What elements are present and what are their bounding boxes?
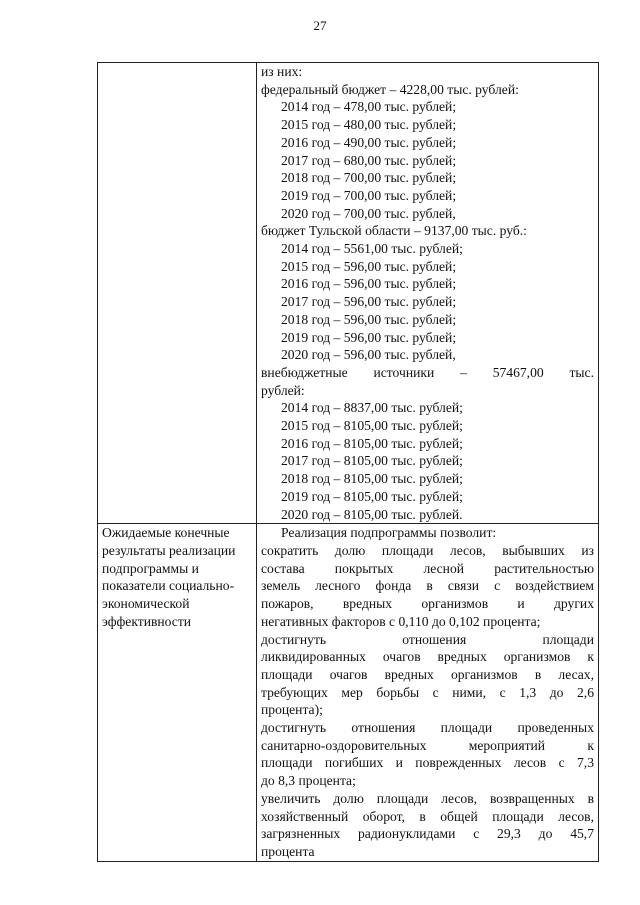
funding-cell xyxy=(257,63,599,524)
label-line: Ожидаемые конечные xyxy=(102,525,230,541)
label-line: показатели социально- xyxy=(102,578,235,594)
funding-line: 2019 год – 700,00 тыс. рублей; xyxy=(281,187,457,203)
funding-line: бюджет Тульской области – 9137,00 тыс. руб.: xyxy=(261,223,527,239)
funding-line: 2020 год – 8105,00 тыс. рублей. xyxy=(281,506,463,522)
funding-line: 2014 год – 5561,00 тыс. рублей; xyxy=(281,241,463,257)
result-line: негативных факторов с 0,110 до 0,102 процента; xyxy=(261,613,541,629)
result-line: площади очагов вредных организмов в лесах, xyxy=(261,666,594,682)
label-line: экономической xyxy=(102,596,190,612)
label-line: эффективности xyxy=(102,613,192,629)
funding-line: 2016 год – 596,00 тыс. рублей; xyxy=(281,276,457,292)
result-line: санитарно-оздоровительных мероприятий к xyxy=(261,737,594,753)
funding-line: 2015 год – 480,00 тыс. рублей; xyxy=(281,117,457,133)
funding-line: 2017 год – 8105,00 тыс. рублей; xyxy=(281,453,463,469)
passport-table xyxy=(97,62,599,862)
results-intro: Реализация подпрограммы позволит: xyxy=(281,525,497,541)
result-item xyxy=(261,719,594,790)
funding-line: 2020 год – 596,00 тыс. рублей, xyxy=(281,347,456,363)
funding-line: 2015 год – 596,00 тыс. рублей; xyxy=(281,258,457,274)
result-line: процента); xyxy=(261,702,323,718)
result-line: земель лесного фонда в связи с воздействием xyxy=(261,578,594,594)
expected-results-label xyxy=(98,524,257,861)
funding-line: 2014 год – 8837,00 тыс. рублей; xyxy=(281,400,463,416)
page-number: 27 xyxy=(313,18,327,33)
funding-line: 2019 год – 596,00 тыс. рублей; xyxy=(281,329,457,345)
funding-line: 2016 год – 8105,00 тыс. рублей; xyxy=(281,435,463,451)
result-item xyxy=(261,631,594,720)
result-line: достигнуть отношения площади xyxy=(261,631,594,647)
result-line: процента xyxy=(261,843,315,859)
result-line: площади погибших и поврежденных лесов с 7,3 xyxy=(261,755,594,771)
funding-line: 2018 год – 8105,00 тыс. рублей; xyxy=(281,471,463,487)
result-line: до 8,3 процента; xyxy=(261,773,356,789)
table-row-funding xyxy=(98,63,599,524)
label-line: результаты реализации xyxy=(102,542,236,558)
result-line: хозяйственный оборот, в общей площади лесов, xyxy=(261,808,594,824)
funding-line: 2016 год – 490,00 тыс. рублей; xyxy=(281,134,457,150)
result-item xyxy=(261,542,594,631)
result-line: сократить долю площади лесов, выбывших из xyxy=(261,542,594,558)
result-line: состава покрытых лесной растительностью xyxy=(261,560,594,576)
label-lines xyxy=(102,524,252,630)
funding-line: 2018 год – 596,00 тыс. рублей; xyxy=(281,311,457,327)
funding-line: рублей: xyxy=(261,382,305,398)
expected-results-cell xyxy=(257,524,599,861)
result-line: увеличить долю площади лесов, возвращенных в xyxy=(261,790,594,806)
label-line: подпрограммы и xyxy=(102,560,199,576)
result-line: пожаров, вредных организмов и других xyxy=(261,596,594,612)
result-line: достигнуть отношения площади проведенных xyxy=(261,720,594,736)
funding-line: 2019 год – 8105,00 тыс. рублей; xyxy=(281,488,463,504)
funding-line: 2015 год – 8105,00 тыс. рублей; xyxy=(281,418,463,434)
result-item xyxy=(261,790,594,861)
funding-line: 2018 год – 700,00 тыс. рублей; xyxy=(281,170,457,186)
result-line: загрязненных радионуклидами с 29,3 до 45,7 xyxy=(261,826,594,842)
results-lines xyxy=(261,524,594,860)
result-line: ликвидированных очагов вредных организмов к xyxy=(261,649,594,665)
funding-line: 2020 год – 700,00 тыс. рублей, xyxy=(281,205,456,221)
table-row-expected-results xyxy=(98,524,599,861)
funding-line: 2017 год – 596,00 тыс. рублей; xyxy=(281,294,457,310)
row-label-empty xyxy=(98,63,257,524)
funding-line: 2017 год – 680,00 тыс. рублей; xyxy=(281,152,457,168)
funding-line: внебюджетные источники – 57467,00 тыс. xyxy=(261,364,594,380)
funding-line: из них: xyxy=(261,64,303,79)
funding-line: 2014 год – 478,00 тыс. рублей; xyxy=(281,99,457,115)
funding-line: федеральный бюджет – 4228,00 тыс. рублей: xyxy=(261,81,519,97)
funding-lines xyxy=(261,63,594,523)
result-line: требующих мер борьбы с ними, с 1,3 до 2,6 xyxy=(261,684,594,700)
